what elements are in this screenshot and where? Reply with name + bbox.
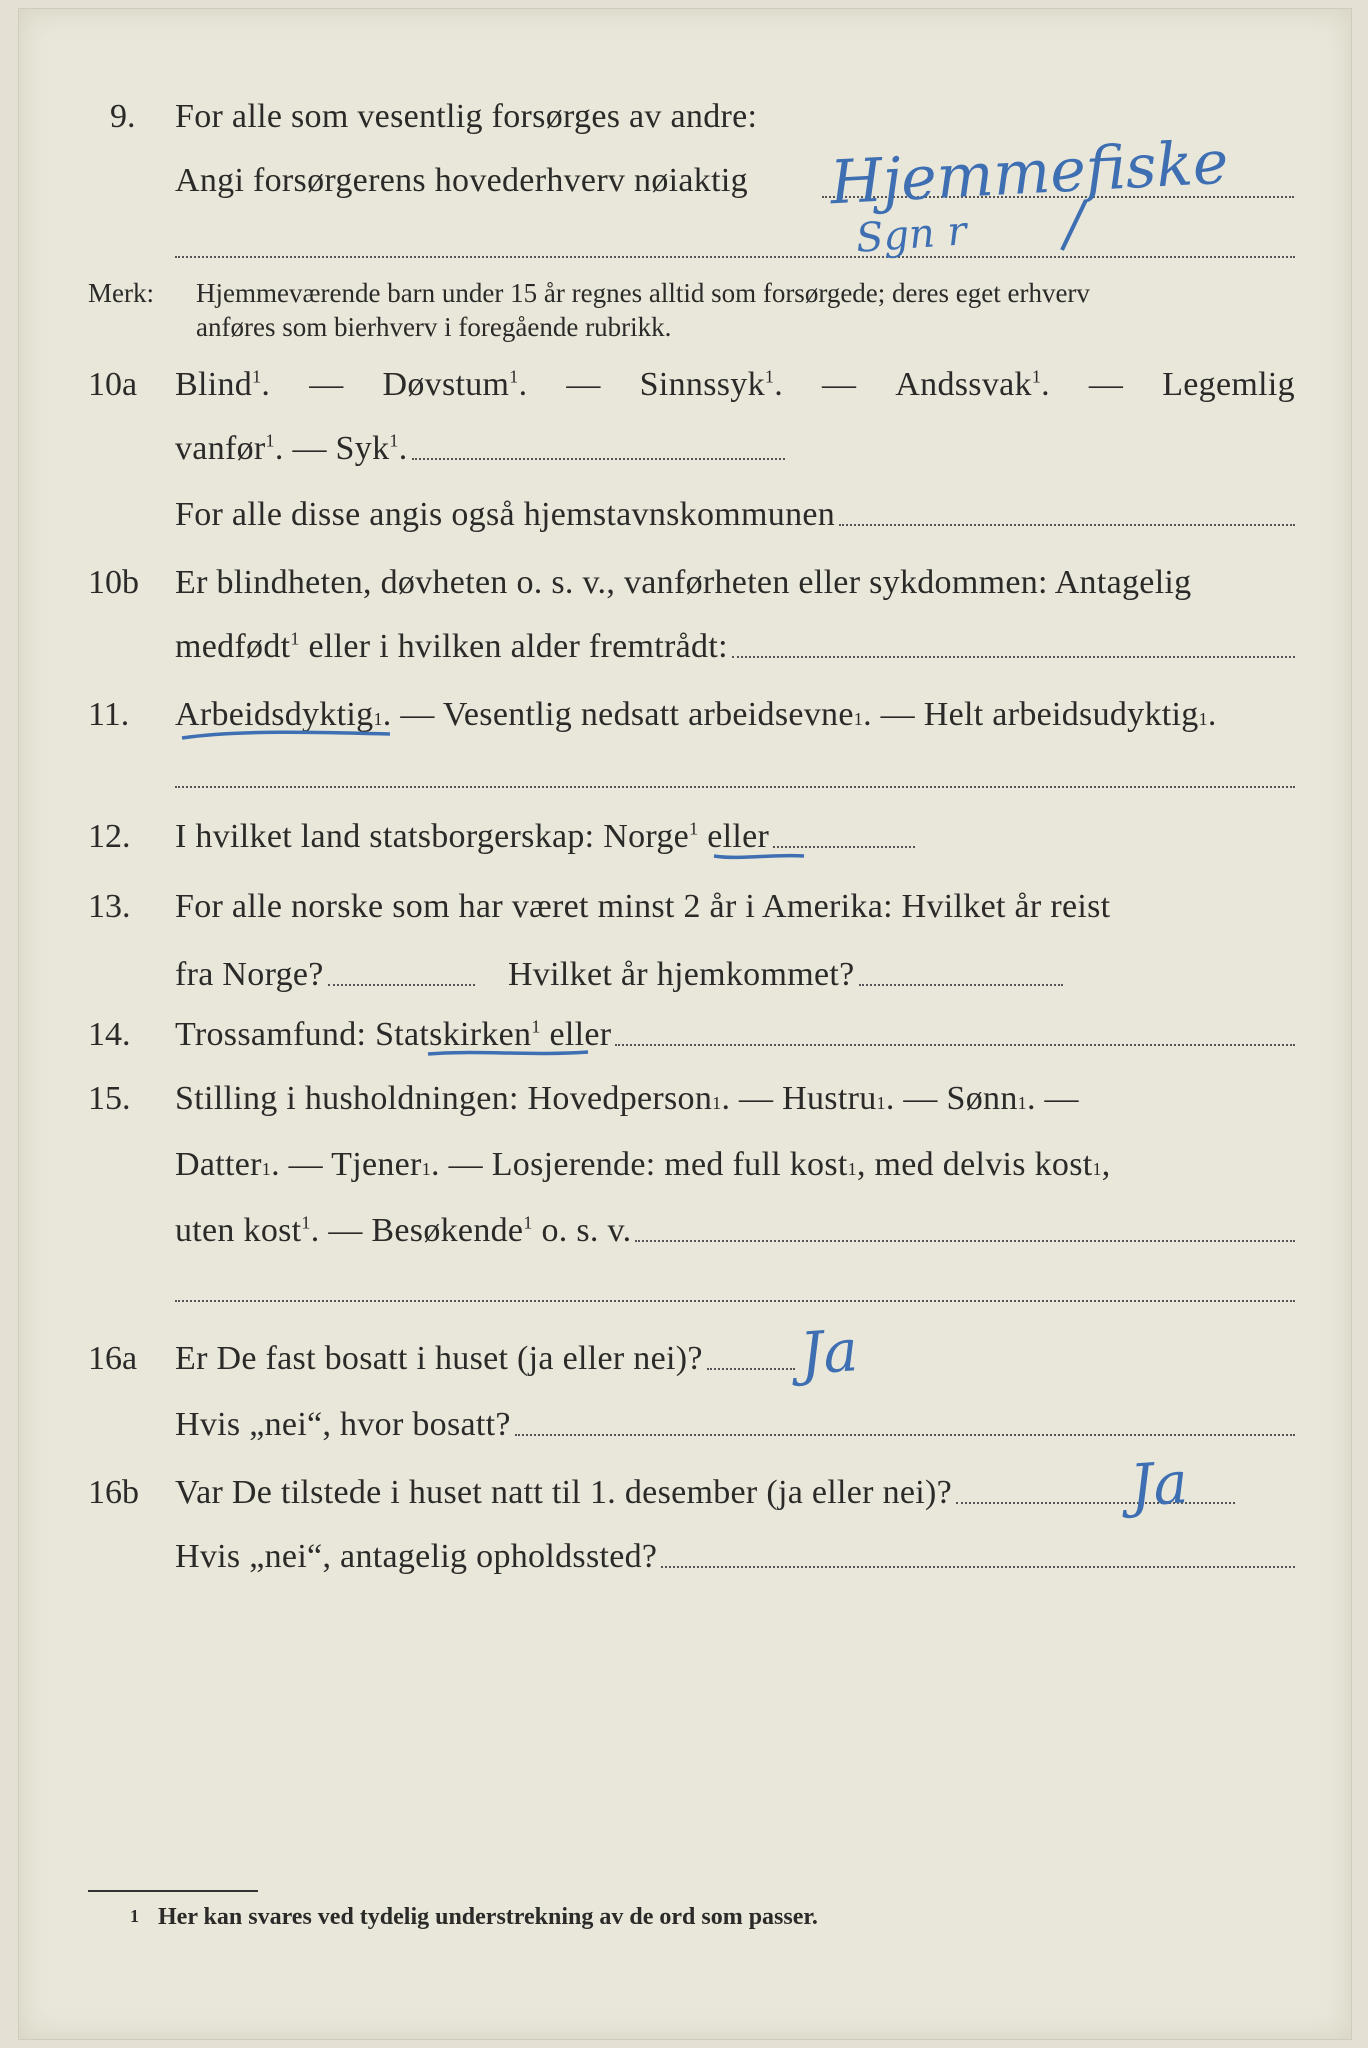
q16a-line1-fill xyxy=(707,1368,795,1370)
q14-number: 14. xyxy=(88,1016,131,1053)
q16a-handwritten-answer: Ja xyxy=(797,1316,861,1388)
q10a-line3-text: For alle disse angis også hjemstavnskommunen xyxy=(175,496,836,533)
q9-line1: For alle som vesentlig forsørges av andre: xyxy=(175,98,758,135)
q16b-line1-text: Var De tilstede i huset natt til 1. desember (ja eller nei)? xyxy=(175,1474,953,1511)
q10a-number: 10a xyxy=(88,366,138,403)
q11-handwritten-underline xyxy=(178,726,398,744)
q10a-dash: — xyxy=(1088,366,1124,403)
q13-line2b-text: Hvilket år hjemkommet? xyxy=(508,956,855,993)
q10a-option-dovstum: Døvstum$^1$. xyxy=(382,366,528,403)
q10a-option-blind: Blind$^1$. xyxy=(175,366,271,403)
q14-text: Trossamfund: Statskirken$^1$ eller xyxy=(175,1016,612,1053)
q12-text: I hvilket land statsborgerskap: Norge$^1$ eller xyxy=(175,818,770,855)
q10a-line3-fill xyxy=(839,524,1295,526)
q10a-line3 xyxy=(175,496,1295,534)
q13-line1: For alle norske som har været minst 2 år i Amerika: Hvilket år reist xyxy=(175,888,1111,925)
q16b-handwritten-answer: Ja xyxy=(1127,1448,1191,1520)
q10a-dash: — xyxy=(822,366,857,403)
q11-text: Arbeidsdyktig 1 . — Vesentlig nedsatt arbeidsevne 1 . — Helt arbeidsudyktig 1 . xyxy=(175,696,1217,733)
q16b-line2-text: Hvis „nei“, antagelig opholdssted? xyxy=(175,1538,658,1575)
q16b-number: 16b xyxy=(88,1474,139,1511)
q10a-dash: — xyxy=(566,366,601,403)
q12-number: 12. xyxy=(88,818,131,855)
q10a-dash: — xyxy=(309,366,344,403)
q9-number: 9. xyxy=(110,98,136,135)
q10a-line2-fill xyxy=(412,458,786,460)
q14-handwritten-underline xyxy=(424,1046,594,1062)
q16a-line2-text: Hvis „nei“, hvor bosatt? xyxy=(175,1406,511,1443)
q15-line3-fill xyxy=(635,1240,1295,1242)
handwriting-stroke xyxy=(1048,196,1098,256)
merk-label: Merk: xyxy=(88,278,154,308)
q16a-line2 xyxy=(175,1406,1295,1444)
q16a-number: 16a xyxy=(88,1340,138,1377)
q10a-option-sinnssyk: Sinnssyk$^1$. xyxy=(639,366,784,403)
q15-line2: Datter 1 . — Tjener 1 . — Losjerende: med full kost 1 , med delvis kost 1 , xyxy=(175,1146,1111,1183)
q16a-line1 xyxy=(175,1340,795,1378)
merk-line2: anføres som bierhverv i foregående rubrikk. xyxy=(196,312,672,342)
q14-line xyxy=(175,1016,1295,1054)
q13-line2b-fill xyxy=(859,984,1063,986)
q10a-line2 xyxy=(175,430,785,468)
q15-line3-text: uten kost$^1$. — Besøkende$^1$ o. s. v. xyxy=(175,1212,632,1249)
q13-line2a-fill xyxy=(328,984,475,986)
q13-number: 13. xyxy=(88,888,131,925)
q13-line2a-text: fra Norge? xyxy=(175,956,324,993)
q11-answer-line xyxy=(175,786,1295,788)
q14-fill xyxy=(615,1044,1295,1046)
q10b-line1: Er blindheten, døvheten o. s. v., vanførheten eller sykdommen: Antagelig xyxy=(175,564,1192,601)
q16b-line1 xyxy=(175,1474,1235,1512)
q16a-line1-text: Er De fast bosatt i huset (ja eller nei)? xyxy=(175,1340,703,1377)
q9-line2-text: Angi forsørgerens hovederhverv nøiaktig xyxy=(175,162,748,199)
q15-answer-line xyxy=(175,1300,1295,1302)
merk-line1: Hjemmeværende barn under 15 år regnes alltid som forsørgede; deres eget erhverv xyxy=(196,278,1090,308)
q10a-option-legemlig: Legemlig xyxy=(1162,366,1295,403)
q15-line1: Stilling i husholdningen: Hovedperson 1 . — Hustru 1 . — Sønn 1 . — xyxy=(175,1080,1079,1117)
q15-number: 15. xyxy=(88,1080,131,1117)
q16b-line2-fill xyxy=(661,1566,1295,1568)
q10a-option-andssvak: Andssvak$^1$. xyxy=(895,366,1050,403)
q15-line3 xyxy=(175,1212,1295,1250)
footnote-text: Her kan svares ved tydelig understrekning av de ord som passer. xyxy=(158,1904,818,1930)
footnote-rule xyxy=(88,1890,258,1892)
q10a-line2-text: vanfør$^1$. — Syk$^1$. xyxy=(175,430,408,467)
q9-handwritten-answer: Hjemmefiske xyxy=(828,127,1230,219)
q9-line2 xyxy=(175,162,815,200)
q10a-line1 xyxy=(175,366,1295,404)
q13-line2a xyxy=(175,956,475,994)
q16a-line2-fill xyxy=(515,1434,1295,1436)
q10b-line2-fill xyxy=(732,656,1295,658)
footnote-mark: 1 xyxy=(130,1906,139,1926)
q13-line2b xyxy=(508,956,1063,994)
q9-handwritten-answer-2: Sgn r xyxy=(854,208,969,262)
q11-number: 11. xyxy=(88,696,130,733)
q10b-number: 10b xyxy=(88,564,139,601)
q9-answer-line-2 xyxy=(175,256,1295,258)
q10b-line2 xyxy=(175,628,1295,666)
q16b-line1-fill xyxy=(956,1502,1235,1504)
q16b-line2 xyxy=(175,1538,1295,1576)
q12-handwritten-underline xyxy=(710,848,810,864)
q10b-line2-text: medfødt$^1$ eller i hvilken alder fremtrådt: xyxy=(175,628,728,665)
